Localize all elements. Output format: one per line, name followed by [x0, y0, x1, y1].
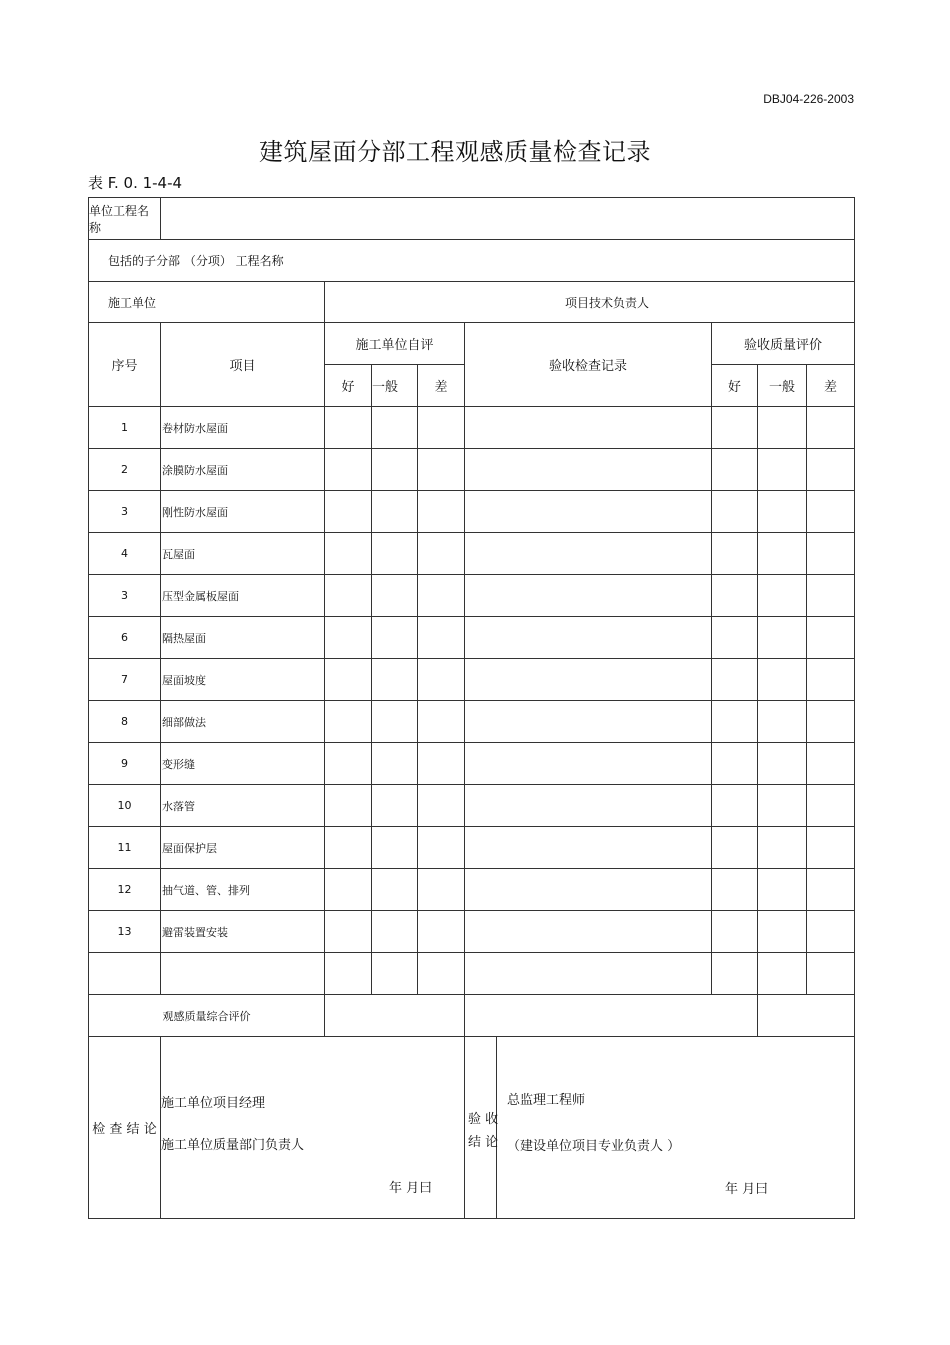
record-cell[interactable]	[465, 701, 712, 743]
record-cell[interactable]	[465, 407, 712, 449]
table-row	[89, 701, 855, 743]
accept-good-cell[interactable]	[712, 953, 758, 995]
inspection-form-table	[88, 197, 855, 1219]
item-name: 瓦屋面	[161, 533, 325, 575]
self-normal-cell[interactable]	[372, 659, 418, 701]
tech-leader-label: 项目技术负责人	[325, 282, 855, 323]
table-row	[89, 617, 855, 659]
self-poor-cell[interactable]	[418, 869, 465, 911]
item-number: 8	[89, 701, 161, 743]
record-cell[interactable]	[465, 743, 712, 785]
self-good-cell[interactable]	[325, 533, 372, 575]
record-cell[interactable]	[465, 533, 712, 575]
accept-good-cell[interactable]	[712, 743, 758, 785]
accept-normal-cell[interactable]	[758, 491, 807, 533]
conclusion-row	[89, 1037, 855, 1219]
table-row	[89, 785, 855, 827]
date-left: 年 月曰	[389, 1181, 433, 1196]
acceptance-conclusion-label	[465, 1037, 497, 1219]
check-conclusion-cell[interactable]	[161, 1037, 465, 1219]
accept-poor-cell[interactable]	[807, 491, 855, 533]
overall-accept-cell[interactable]	[758, 995, 855, 1037]
header-row-1	[89, 323, 855, 365]
date-right: 年 月曰	[725, 1182, 769, 1197]
record-cell[interactable]	[465, 911, 712, 953]
item-number: 1	[89, 407, 161, 449]
accept-poor-cell[interactable]	[807, 869, 855, 911]
overall-row	[89, 995, 855, 1037]
self-normal-cell[interactable]	[372, 575, 418, 617]
standard-code: DBJ04-226-2003	[763, 92, 854, 106]
page-title: 建筑屋面分部工程观感质量检查记录	[259, 138, 651, 166]
self-normal-cell[interactable]	[372, 449, 418, 491]
self-good-cell[interactable]	[325, 449, 372, 491]
acceptance-conclusion-cell[interactable]	[497, 1037, 855, 1219]
accept-normal-cell[interactable]	[758, 449, 807, 491]
item-number: 4	[89, 533, 161, 575]
table-row	[89, 869, 855, 911]
item-number: 2	[89, 449, 161, 491]
accept-poor-cell[interactable]	[807, 701, 855, 743]
self-eval-header: 施工单位自评	[325, 323, 465, 365]
item-name	[161, 953, 325, 995]
item-name: 涂膜防水屋面	[161, 449, 325, 491]
item-number: 13	[89, 911, 161, 953]
self-poor-cell[interactable]	[418, 659, 465, 701]
item-name: 隔热屋面	[161, 617, 325, 659]
self-good-cell[interactable]	[325, 491, 372, 533]
record-cell[interactable]	[465, 659, 712, 701]
accept-good-cell[interactable]	[712, 659, 758, 701]
accept-poor-cell[interactable]	[807, 953, 855, 995]
project-manager-label: 施工单位项目经理	[161, 1096, 266, 1111]
item-number: 7	[89, 659, 161, 701]
self-normal-cell[interactable]	[372, 407, 418, 449]
accept-good-cell[interactable]	[712, 869, 758, 911]
item-name: 变形缝	[161, 743, 325, 785]
item-name: 卷材防水屋面	[161, 407, 325, 449]
table-row	[89, 449, 855, 491]
accept-good-cell[interactable]	[712, 575, 758, 617]
item-header: 项目	[161, 323, 325, 407]
record-cell[interactable]	[465, 785, 712, 827]
accept-normal-cell[interactable]	[758, 701, 807, 743]
accept-normal-header: 一般	[758, 365, 807, 407]
accept-poor-cell[interactable]	[807, 407, 855, 449]
self-normal-cell[interactable]	[372, 743, 418, 785]
accept-poor-cell[interactable]	[807, 617, 855, 659]
overall-self-cell[interactable]	[325, 995, 465, 1037]
self-poor-cell[interactable]	[418, 911, 465, 953]
item-number: 6	[89, 617, 161, 659]
self-normal-cell[interactable]	[372, 533, 418, 575]
self-poor-cell[interactable]	[418, 491, 465, 533]
self-good-header: 好	[325, 365, 372, 407]
accept-good-cell[interactable]	[712, 785, 758, 827]
accept-poor-cell[interactable]	[807, 827, 855, 869]
self-good-cell[interactable]	[325, 911, 372, 953]
accept-normal-cell[interactable]	[758, 869, 807, 911]
self-normal-cell[interactable]	[372, 701, 418, 743]
construction-unit-row	[89, 282, 855, 323]
self-good-cell[interactable]	[325, 953, 372, 995]
accept-good-cell[interactable]	[712, 827, 758, 869]
accept-normal-cell[interactable]	[758, 827, 807, 869]
owner-leader-label: （建设单位项目专业负责人 ）	[507, 1139, 681, 1154]
accept-normal-cell[interactable]	[758, 659, 807, 701]
seq-header: 序号	[89, 323, 161, 407]
overall-label: 观感质量综合评价	[89, 995, 325, 1037]
self-normal-header: 一般	[372, 365, 418, 407]
record-cell[interactable]	[465, 869, 712, 911]
self-good-cell[interactable]	[325, 407, 372, 449]
table-row	[89, 407, 855, 449]
table-row	[89, 533, 855, 575]
accept-good-cell[interactable]	[712, 407, 758, 449]
self-good-cell[interactable]	[325, 785, 372, 827]
chief-supervisor-label: 总监理工程师	[507, 1093, 586, 1108]
self-good-cell[interactable]	[325, 869, 372, 911]
record-header: 验收检查记录	[465, 323, 712, 407]
check-conclusion-label: 检 查 结 论	[89, 1037, 161, 1219]
overall-record-cell[interactable]	[465, 995, 758, 1037]
self-poor-cell[interactable]	[418, 827, 465, 869]
unit-project-name-label: 单位工程名称	[89, 198, 161, 240]
self-poor-cell[interactable]	[418, 407, 465, 449]
accept-normal-cell[interactable]	[758, 407, 807, 449]
accept-normal-cell[interactable]	[758, 575, 807, 617]
accept-poor-cell[interactable]	[807, 785, 855, 827]
item-name: 细部做法	[161, 701, 325, 743]
item-number	[89, 953, 161, 995]
sub-project-name-label: 包括的子分部 （分项） 工程名称	[89, 240, 855, 282]
quality-leader-label: 施工单位质量部门负责人	[161, 1138, 305, 1153]
accept-poor-cell[interactable]	[807, 743, 855, 785]
item-name: 刚性防水屋面	[161, 491, 325, 533]
acceptance-label-line2: 结 论	[468, 1135, 499, 1150]
self-poor-cell[interactable]	[418, 785, 465, 827]
accept-good-cell[interactable]	[712, 533, 758, 575]
construction-unit-label: 施工单位	[89, 282, 325, 323]
accept-poor-header: 差	[807, 365, 855, 407]
record-cell[interactable]	[465, 617, 712, 659]
accept-poor-cell[interactable]	[807, 911, 855, 953]
accept-poor-cell[interactable]	[807, 659, 855, 701]
item-rows	[89, 407, 855, 995]
unit-project-name-field[interactable]	[161, 198, 855, 240]
sub-project-row	[89, 240, 855, 282]
item-number: 3	[89, 491, 161, 533]
self-normal-cell[interactable]	[372, 869, 418, 911]
self-normal-cell[interactable]	[372, 911, 418, 953]
self-good-cell[interactable]	[325, 659, 372, 701]
self-normal-cell[interactable]	[372, 827, 418, 869]
acceptance-eval-header: 验收质量评价	[712, 323, 855, 365]
accept-good-cell[interactable]	[712, 449, 758, 491]
self-poor-cell[interactable]	[418, 533, 465, 575]
table-row	[89, 575, 855, 617]
table-row	[89, 953, 855, 995]
item-number: 12	[89, 869, 161, 911]
record-cell[interactable]	[465, 827, 712, 869]
item-number: 10	[89, 785, 161, 827]
self-good-cell[interactable]	[325, 827, 372, 869]
record-cell[interactable]	[465, 953, 712, 995]
table-row	[89, 491, 855, 533]
accept-normal-cell[interactable]	[758, 743, 807, 785]
self-poor-header: 差	[418, 365, 465, 407]
item-number: 9	[89, 743, 161, 785]
accept-good-cell[interactable]	[712, 911, 758, 953]
self-good-cell[interactable]	[325, 701, 372, 743]
item-name: 屋面保护层	[161, 827, 325, 869]
accept-normal-cell[interactable]	[758, 911, 807, 953]
self-poor-cell[interactable]	[418, 953, 465, 995]
self-poor-cell[interactable]	[418, 617, 465, 659]
self-poor-cell[interactable]	[418, 743, 465, 785]
unit-project-row	[89, 198, 855, 240]
accept-good-cell[interactable]	[712, 491, 758, 533]
accept-normal-cell[interactable]	[758, 617, 807, 659]
accept-good-header: 好	[712, 365, 758, 407]
self-good-cell[interactable]	[325, 617, 372, 659]
item-name: 屋面坡度	[161, 659, 325, 701]
self-poor-cell[interactable]	[418, 575, 465, 617]
accept-good-cell[interactable]	[712, 701, 758, 743]
self-normal-cell[interactable]	[372, 953, 418, 995]
accept-good-cell[interactable]	[712, 617, 758, 659]
item-name: 避雷装置安装	[161, 911, 325, 953]
record-cell[interactable]	[465, 491, 712, 533]
item-name: 压型金属板屋面	[161, 575, 325, 617]
table-number: 表 F. 0. 1-4-4	[88, 174, 183, 192]
self-normal-cell[interactable]	[372, 785, 418, 827]
item-name: 水落管	[161, 785, 325, 827]
accept-poor-cell[interactable]	[807, 533, 855, 575]
table-row	[89, 911, 855, 953]
self-good-cell[interactable]	[325, 575, 372, 617]
self-normal-cell[interactable]	[372, 617, 418, 659]
table-row	[89, 659, 855, 701]
item-name: 抽气道、管、排列	[161, 869, 325, 911]
accept-normal-cell[interactable]	[758, 533, 807, 575]
record-cell[interactable]	[465, 449, 712, 491]
accept-normal-cell[interactable]	[758, 953, 807, 995]
self-normal-cell[interactable]	[372, 491, 418, 533]
accept-poor-cell[interactable]	[807, 575, 855, 617]
table-row	[89, 827, 855, 869]
self-good-cell[interactable]	[325, 743, 372, 785]
record-cell[interactable]	[465, 575, 712, 617]
accept-normal-cell[interactable]	[758, 785, 807, 827]
item-number: 11	[89, 827, 161, 869]
acceptance-label-line1: 验 收	[468, 1112, 499, 1127]
self-poor-cell[interactable]	[418, 701, 465, 743]
table-row	[89, 743, 855, 785]
item-number: 3	[89, 575, 161, 617]
self-poor-cell[interactable]	[418, 449, 465, 491]
accept-poor-cell[interactable]	[807, 449, 855, 491]
